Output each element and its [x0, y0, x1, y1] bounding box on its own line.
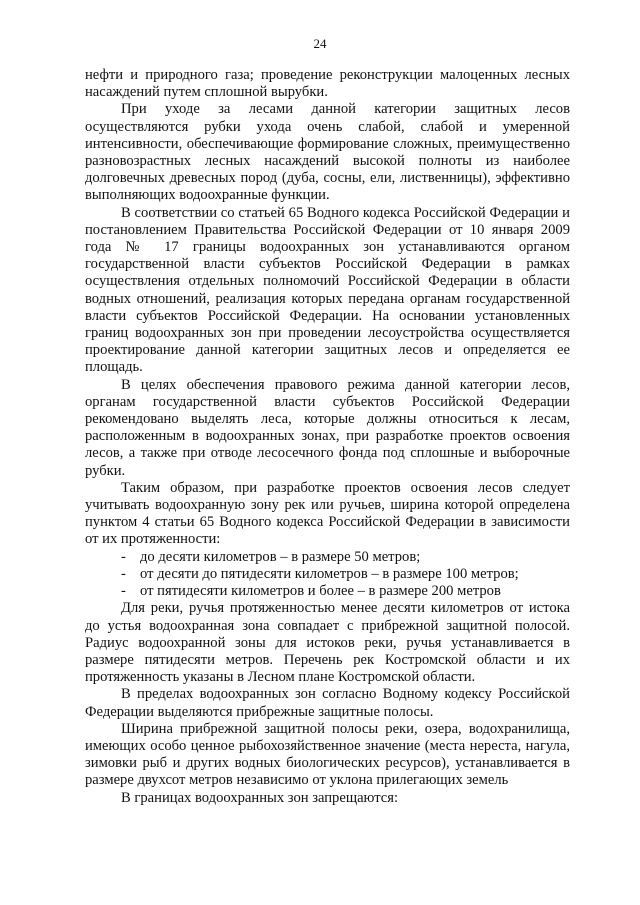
list-dash-marker: - [121, 548, 126, 565]
paragraph-project-development: Таким образом, при разработке проектов освоения лесов следует учитывать водоохранную зону рек или ручьев, ширина которой определена пунктом 4 статьи 65 Водного кодекса Российской Федерации в зависимости от их протяженности: [85, 479, 570, 548]
paragraph-prohibitions-intro: В границах водоохранных зон запрещаются: [121, 789, 399, 806]
list-item [85, 583, 570, 600]
paragraph-strip-width: Ширина прибрежной защитной полосы реки, озера, водохранилища, имеющих особо ценное рыбохозяйственное значение (места нереста, нагула, зимовки рыб и других водных биологических ресурсов), устанавливается в размере двухсот метров независимо от уклона прилегающих земель [85, 720, 570, 789]
list-item-text: от десяти до пятидесяти километров – в размере 100 метров; [140, 565, 519, 582]
list-item [85, 566, 570, 583]
page-number: 24 [313, 36, 327, 51]
paragraph-thinning-cuttings: При уходе за лесами данной категории защитных лесов осуществляются рубки ухода очень слабой, слабой и умеренной интенсивности, обеспечивающие формирование сложных, преимущественно разновозрастных лесных насаждений высокой полноты из наиболее долговечных древесных пород (дуба, сосны, ели, лиственницы), эффективно выполняющих водоохранные функции. [85, 101, 570, 204]
paragraph-short-rivers: Для реки, ручья протяженностью менее десяти километров от истока до устья водоохранная зона совпадает с прибрежной защитной полосой. Радиус водоохранной зоны для истоков реки, ручья устанавливается в размере пятидесяти метров. Перечень рек Костромской области и их протяженность указаны в Лесном плане Костромской области. [85, 600, 570, 686]
paragraph-water-code-article-65: В соответствии со статьей 65 Водного кодекса Российской Федерации и постановлением Правительства Российской Федерации от 10 января 2009 года № 17 границы водоохранных зон устанавливаются органом государственной власти субъектов Российской Федерации в рамках осуществления отдельных полномочий Российской Федерации в области водных отношений, реализация которых передана органам государственной власти субъектов Российской Федерации. На основании установленных границ водоохранных зон при проведении лесоустройства осуществляется проектирование данной категории защитных лесов и определяется ее площадь. [85, 204, 570, 376]
protection-zone-width-list [85, 549, 570, 601]
list-item [85, 549, 570, 566]
list-dash-marker: - [121, 565, 126, 582]
paragraph-legal-regime: В целях обеспечения правового режима данной категории лесов, органам государственной власти субъектов Российской Федерации рекомендовано выделять леса, которые должны относиться к лесам, расположенным в водоохранных зонах, при разработке проектов освоения лесов, а также при отводе лесосечного фонда под сплошные и выборочные рубки. [85, 376, 570, 479]
paragraph-continuation: нефти и природного газа; проведение реконструкции малоценных лесных насаждений путем сплошной вырубки. [85, 67, 570, 101]
document-body [85, 67, 570, 807]
paragraph-coastal-strips: В пределах водоохранных зон согласно Водному кодексу Российской Федерации выделяются прибрежные защитные полосы. [85, 686, 570, 720]
list-item-text: до десяти километров – в размере 50 метров; [140, 548, 421, 565]
list-item-text: от пятидесяти километров и более – в размере 200 метров [140, 583, 501, 600]
list-dash-marker: - [121, 583, 126, 600]
